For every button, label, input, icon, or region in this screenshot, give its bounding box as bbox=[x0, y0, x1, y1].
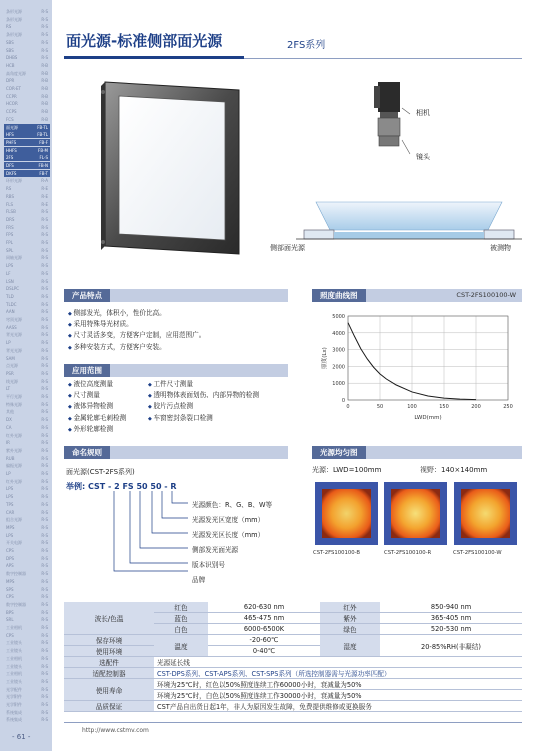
application-item: ◆ 车窗密封条裂口检测 bbox=[148, 413, 259, 424]
sidebar-item[interactable]: RS R-S bbox=[6, 24, 48, 30]
page-subtitle: 2FS系列 bbox=[287, 40, 326, 51]
y-tick-label: 5000 bbox=[332, 314, 345, 320]
uniformity-image-r bbox=[384, 482, 447, 545]
table-row: 环境为25℃时，白色以50%照度连续工作30000小时，衰减量为50% bbox=[64, 690, 522, 701]
sidebar-item[interactable]: 组合光源 R-S bbox=[6, 517, 48, 523]
application-item: ◆ 外形轮廓检测 bbox=[68, 424, 126, 435]
sidebar-item[interactable]: 条形光源 R-S bbox=[6, 32, 48, 38]
sidebar-item[interactable]: LPS R-S bbox=[6, 486, 48, 492]
sidebar-item[interactable]: FLSB R-S bbox=[6, 209, 48, 215]
sidebar-item[interactable]: CPS R-S bbox=[6, 632, 48, 638]
naming-desc-item: 侧部发光面光源 bbox=[192, 546, 239, 554]
sidebar-item[interactable]: 工业相机 R-S bbox=[6, 671, 48, 677]
sidebar-item[interactable]: 工业相机 R-S bbox=[6, 655, 48, 661]
x-tick-label: 0 bbox=[346, 404, 350, 410]
uniformity-caption-r: CST-2FS100100-R bbox=[384, 550, 432, 556]
sidebar-nav bbox=[0, 0, 52, 751]
x-axis-label: LWD(mm) bbox=[414, 415, 442, 421]
feature-item: ◆ 尺寸灵活多变，方便客户定制，应用范围广。 bbox=[68, 330, 205, 341]
sidebar-item[interactable]: FPS R-S bbox=[6, 232, 48, 238]
uniformity-image-w bbox=[454, 482, 517, 545]
sidebar-item[interactable]: 系统集成 R-S bbox=[6, 709, 48, 715]
sidebar-item[interactable]: 系统集成 R-S bbox=[6, 717, 48, 723]
lens-label: 镜头 bbox=[416, 153, 430, 161]
sidebar-item[interactable]: SBS R-S bbox=[6, 39, 48, 45]
sidebar-item[interactable]: TLDC R-S bbox=[6, 301, 48, 307]
sidebar-item[interactable]: CA R-S bbox=[6, 424, 48, 430]
sidebar-item[interactable]: PHFS FB-F bbox=[6, 139, 48, 145]
sidebar-item[interactable]: LPS R-S bbox=[6, 263, 48, 269]
feature-item: ◆ 侧部发光，体积小，性价比高。 bbox=[68, 308, 205, 319]
sidebar-item[interactable]: LSN R-S bbox=[6, 278, 48, 284]
sidebar-item[interactable]: DPS R-S bbox=[6, 555, 48, 561]
application-item: ◆ 胶片污点检测 bbox=[148, 401, 259, 412]
sidebar-item[interactable]: IR R-S bbox=[6, 440, 48, 446]
sidebar-item[interactable]: DRS R-S bbox=[6, 216, 48, 222]
sidebar-item[interactable]: SPS R-S bbox=[6, 586, 48, 592]
sidebar-item[interactable]: SPL R-S bbox=[6, 247, 48, 253]
product-panel-image bbox=[95, 78, 245, 258]
sidebar-item[interactable]: SRL R-S bbox=[6, 617, 48, 623]
sidebar-item[interactable]: 条形光源 R-S bbox=[6, 9, 48, 14]
page-title: 面光源-标准侧部面光源 bbox=[66, 32, 223, 50]
uniformity-image-b bbox=[315, 482, 378, 545]
sidebar-item[interactable]: 线光源 R-S bbox=[6, 378, 48, 384]
sidebar-item[interactable]: CPS R-S bbox=[6, 594, 48, 600]
sidebar-item[interactable]: FPL R-S bbox=[6, 240, 48, 245]
illuminance-chart bbox=[318, 312, 522, 424]
uniformity-caption-w: CST-2FS100100-W bbox=[453, 550, 502, 556]
sidebar-item[interactable]: CAR R-S bbox=[6, 509, 48, 515]
y-tick-label: 3000 bbox=[332, 347, 345, 354]
naming-desc-item: 光源发光区长度（mm） bbox=[192, 531, 265, 539]
sidebar-item[interactable]: 其他 R-S bbox=[6, 409, 48, 415]
sidebar-item[interactable]: SBS R-S bbox=[6, 47, 48, 53]
page-number: - 61 - bbox=[12, 733, 31, 741]
sidebar-item[interactable]: APS R-S bbox=[6, 563, 48, 569]
footer-url[interactable]: http://www.cstmv.com bbox=[82, 727, 149, 734]
sidebar-item[interactable]: MPS R-S bbox=[6, 578, 48, 584]
application-item: ◆ 工件尺寸测量 bbox=[148, 379, 259, 390]
sidebar-item[interactable]: 光学附件 R-S bbox=[6, 694, 48, 700]
sidebar-item[interactable]: 环形光源 R-A bbox=[6, 178, 48, 184]
sidebar-item[interactable]: 红外光源 R-S bbox=[6, 432, 48, 438]
sidebar-item[interactable]: RUB R-S bbox=[6, 455, 48, 461]
table-row: 选配件 光源延长线 bbox=[64, 657, 522, 668]
table-row: 蓝色 465-475 nm 紫外 365-405 nm bbox=[64, 613, 522, 624]
x-tick-label: 200 bbox=[471, 404, 481, 410]
uniformity-header: 光源均匀图 bbox=[312, 446, 522, 459]
sidebar-item[interactable]: 穹顶光源 R-S bbox=[6, 317, 48, 322]
sidebar-item[interactable]: FLS R-E bbox=[6, 201, 48, 207]
sidebar-item[interactable]: TPS R-S bbox=[6, 501, 48, 507]
sidebar-item[interactable]: 点光源 R-S bbox=[6, 363, 48, 369]
sidebar-item[interactable]: 工业镜头 R-S bbox=[6, 640, 48, 646]
sidebar-item[interactable]: 高角度光源 R-B bbox=[6, 70, 48, 76]
naming-connector-lines bbox=[100, 491, 196, 573]
side-source-label: 侧部面光源 bbox=[270, 244, 305, 252]
naming-example: 举例: CST - 2 FS 50 50 - R bbox=[66, 482, 177, 491]
illuminance-header: 照度曲线图 CST-2FS100100-W bbox=[312, 289, 522, 302]
y-tick-label: 0 bbox=[341, 398, 345, 404]
title-accent-bar bbox=[64, 56, 244, 59]
sidebar-item[interactable]: 面光源 FB-TL bbox=[6, 124, 48, 130]
table-row: 使用环境 0-40℃ bbox=[64, 646, 522, 657]
sidebar-item[interactable]: TLD R-S bbox=[6, 293, 48, 299]
sidebar-item[interactable]: RS R-E bbox=[6, 186, 48, 192]
feature-item: ◆ 多种安装方式，方便客户安装。 bbox=[68, 342, 205, 353]
sidebar-item[interactable]: LP R-S bbox=[6, 340, 48, 346]
application-item: ◆ 液体异物检测 bbox=[68, 401, 126, 412]
table-row: 保存环境 温度 -20-60℃ 湿度 20-85%RH(非凝结) bbox=[64, 635, 522, 646]
setup-diagram bbox=[296, 70, 522, 266]
sidebar-item[interactable]: 背光光源 R-S bbox=[6, 332, 48, 338]
sidebar-item[interactable]: 平行光源 R-S bbox=[6, 394, 48, 399]
sidebar-item[interactable]: 背光光源 R-S bbox=[6, 347, 48, 353]
applications-col2 bbox=[148, 379, 259, 424]
sidebar-item[interactable]: DHBS R-S bbox=[6, 55, 48, 61]
sidebar-item[interactable]: FRS R-S bbox=[6, 224, 48, 230]
spec-table bbox=[64, 602, 522, 712]
sidebar-item[interactable]: LF R-S bbox=[6, 270, 48, 276]
camera-label: 相机 bbox=[416, 109, 430, 117]
uniformity-caption-b: CST-2FS100100-B bbox=[313, 550, 360, 556]
sidebar-item[interactable]: 工业镜头 R-S bbox=[6, 648, 48, 654]
features-header: 产品特点 bbox=[64, 289, 288, 302]
naming-desc-item: 版本识别号 bbox=[192, 561, 225, 569]
application-item: ◆ 尺寸测量 bbox=[68, 390, 126, 401]
applications-header: 应用范围 bbox=[64, 364, 288, 377]
naming-desc-item: 光源颜色：R、G、B、W等 bbox=[192, 501, 273, 509]
sidebar-item[interactable]: CCPS R-B bbox=[6, 109, 48, 115]
application-item: ◆ 液位高度测量 bbox=[68, 379, 126, 390]
application-item: ◆ 透明物体表面划伤、内部异物的检测 bbox=[148, 390, 259, 401]
wave-label: 波长/色温 bbox=[64, 602, 154, 635]
sidebar-item[interactable]: HFS FB-TL bbox=[6, 132, 48, 138]
sidebar-item[interactable]: RBS R-E bbox=[6, 193, 48, 199]
sidebar-item[interactable]: FCS R-B bbox=[6, 116, 48, 122]
y-tick-label: 1000 bbox=[332, 381, 345, 388]
sidebar-item[interactable]: COR-ET R-B bbox=[6, 86, 48, 91]
y-axis-label: 照度(Lx) bbox=[322, 347, 328, 369]
sidebar-item[interactable]: DX R-S bbox=[6, 417, 48, 423]
sidebar-item[interactable]: HCB R-B bbox=[6, 62, 48, 68]
applications-col1 bbox=[68, 379, 126, 435]
sidebar-item[interactable]: 光学配件 R-S bbox=[6, 686, 48, 692]
y-tick-label: 4000 bbox=[332, 330, 345, 337]
table-row: 白色 6000-6500K 绿色 520-530 nm bbox=[64, 624, 522, 635]
y-tick-label: 2000 bbox=[332, 364, 345, 371]
sidebar-item[interactable]: 特殊光源 R-S bbox=[6, 401, 48, 407]
sidebar-item[interactable]: 数字控制器 R-S bbox=[6, 601, 48, 607]
naming-series: 面光源(CST-2FS系列) bbox=[66, 468, 135, 476]
sidebar-item[interactable]: HHFS FB-M bbox=[6, 147, 48, 153]
sidebar-item[interactable]: DKFS FB-T bbox=[6, 170, 48, 176]
x-tick-label: 150 bbox=[439, 404, 449, 410]
sidebar-item[interactable]: BPS R-S bbox=[6, 609, 48, 615]
sidebar-item[interactable]: AASS R-S bbox=[6, 324, 48, 330]
plot-frame bbox=[348, 316, 508, 400]
table-row: 波长/色温 红色 620-630 nm 红外 850-940 nm bbox=[64, 602, 522, 613]
sidebar-item[interactable]: PSR R-S bbox=[6, 370, 48, 376]
sidebar-item[interactable]: DPR R-B bbox=[6, 78, 48, 84]
sidebar-item[interactable]: HCOR R-B bbox=[6, 101, 48, 107]
sidebar-item[interactable]: 工业镜头 R-S bbox=[6, 663, 48, 669]
sidebar-item[interactable]: 数字控制器 R-S bbox=[6, 571, 48, 577]
sidebar-item[interactable]: 2FS FL-S bbox=[6, 155, 48, 161]
x-tick-label: 250 bbox=[503, 404, 513, 410]
sidebar-item[interactable]: MPS R-S bbox=[6, 524, 48, 530]
application-item: ◆ 金属轮廓毛刺检测 bbox=[68, 413, 126, 424]
sidebar-item[interactable]: 工业相机 R-S bbox=[6, 625, 48, 630]
table-row: 品质保证 CST产品自出货日起1年，非人为原因发生故障，免费提供维修或更换服务 bbox=[64, 701, 522, 712]
sidebar-item[interactable]: LPS R-S bbox=[6, 494, 48, 500]
sidebar-item[interactable]: LP R-S bbox=[6, 471, 48, 476]
sidebar-item[interactable]: LT R-S bbox=[6, 386, 48, 392]
sidebar-item[interactable]: 开关电源 R-S bbox=[6, 540, 48, 546]
sidebar-item[interactable]: 光学附件 R-S bbox=[6, 702, 48, 707]
sidebar-item[interactable]: DSLPC R-S bbox=[6, 286, 48, 292]
sidebar-item[interactable]: LPS R-S bbox=[6, 532, 48, 538]
object-label: 被测物 bbox=[490, 244, 511, 252]
naming-desc-item: 品牌 bbox=[192, 576, 206, 584]
uniformity-view: 视野：140×140mm bbox=[420, 466, 488, 474]
sidebar-item[interactable]: 同轴光源 R-S bbox=[6, 255, 48, 261]
sidebar-item[interactable]: CPS R-S bbox=[6, 548, 48, 553]
features-list bbox=[68, 308, 205, 353]
sidebar-item[interactable]: 条形光源 R-S bbox=[6, 16, 48, 22]
footer-divider bbox=[64, 722, 522, 723]
x-tick-label: 100 bbox=[407, 404, 417, 410]
sidebar-item[interactable]: 紫外光源 R-S bbox=[6, 447, 48, 453]
feature-item: ◆ 采用特殊导光材质。 bbox=[68, 319, 205, 330]
sidebar-item[interactable]: 偏振光源 R-S bbox=[6, 463, 48, 469]
sidebar-item[interactable]: AAN R-S bbox=[6, 309, 48, 315]
sidebar-item[interactable]: CCPR R-B bbox=[6, 93, 48, 99]
x-tick-label: 50 bbox=[376, 404, 384, 410]
naming-header: 命名规则 bbox=[64, 446, 288, 459]
naming-desc-item: 光源发光区宽度（mm） bbox=[192, 516, 265, 524]
table-row: 适配控制器 CST-DPS系列、CST-APS系列、CST-SPS系列（所选控制器需与光源功率匹配） bbox=[64, 668, 522, 679]
sidebar-item[interactable]: 红外光源 R-S bbox=[6, 478, 48, 484]
sidebar-item[interactable]: SAM R-S bbox=[6, 355, 48, 361]
sidebar-item[interactable]: DFS FB-N bbox=[6, 163, 48, 168]
table-row: 使用寿命 环境为25℃时，红色以50%照度连续工作60000小时，衰减量为50% bbox=[64, 679, 522, 690]
uniformity-lwd: 光源：LWD=100mm bbox=[312, 466, 382, 474]
sidebar-item[interactable]: 工业镜头 R-S bbox=[6, 678, 48, 684]
